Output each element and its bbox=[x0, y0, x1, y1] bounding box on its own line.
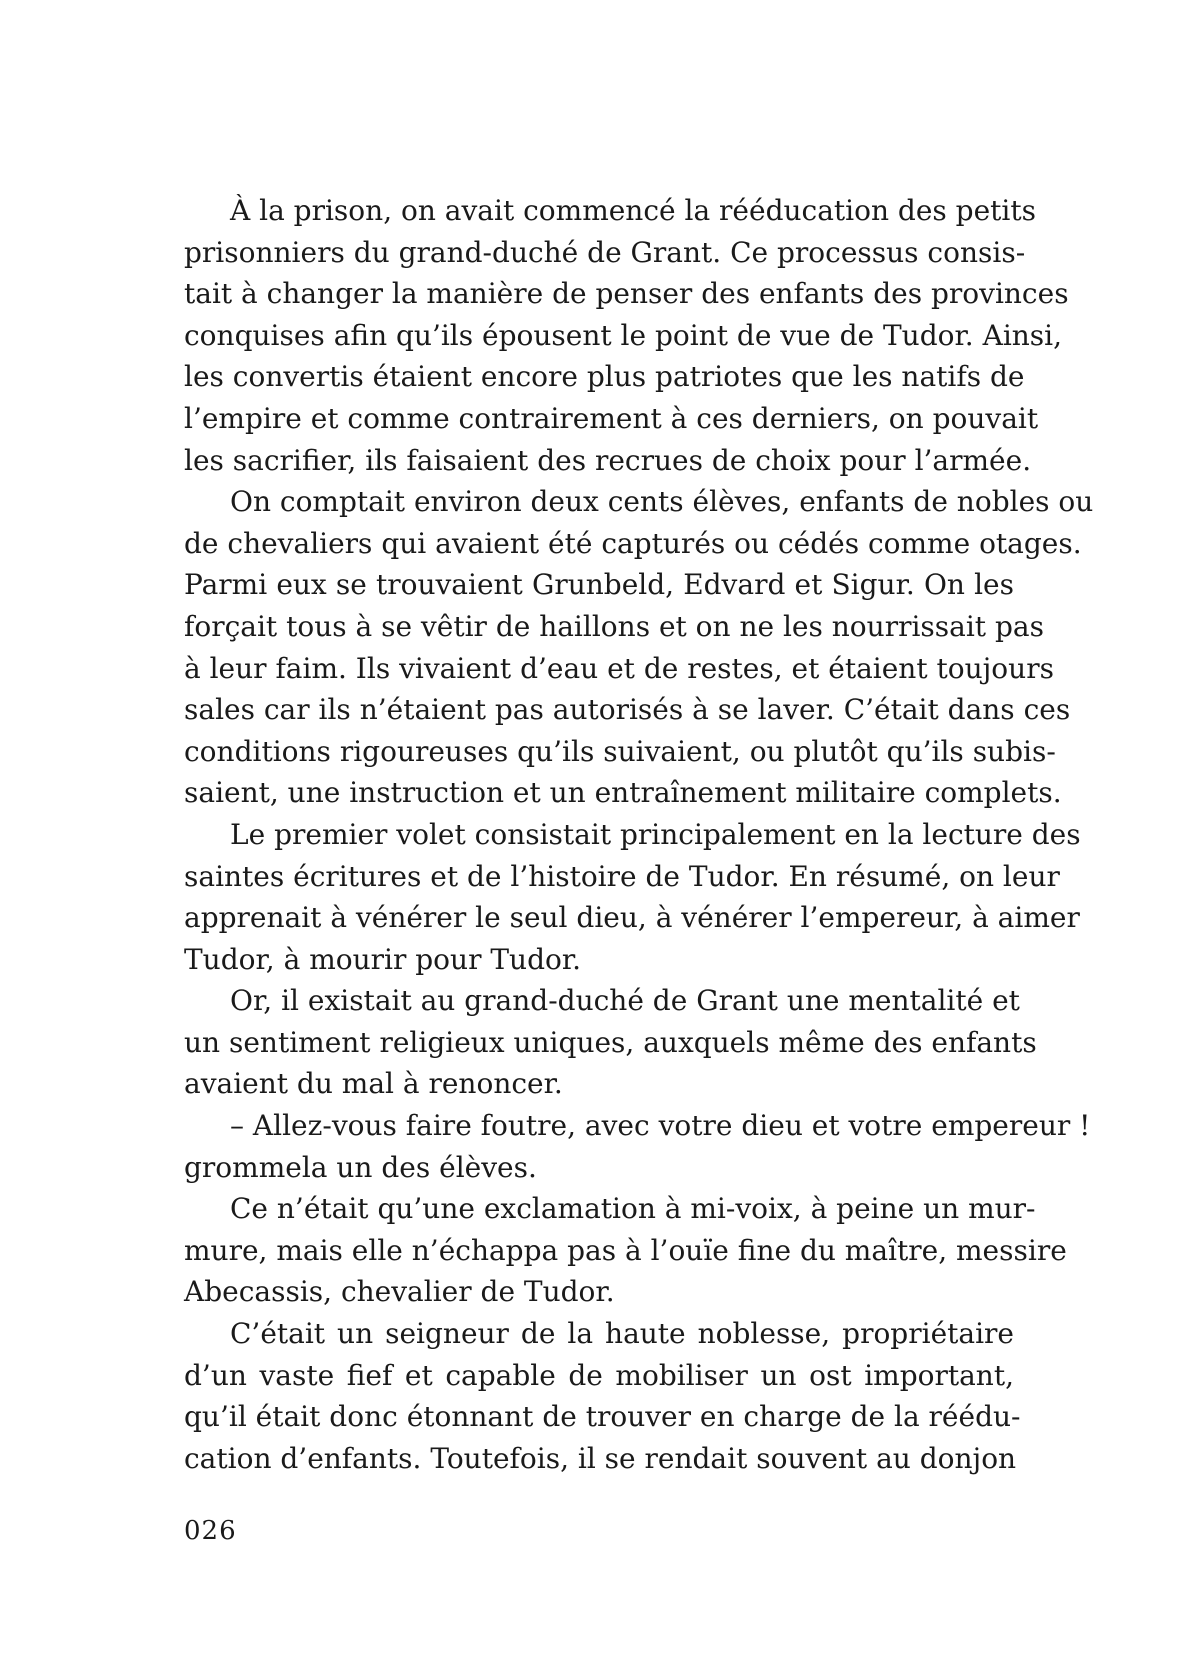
text-line: Parmi eux se trouvaient Grunbeld, Edvard et Sigur. On les bbox=[184, 568, 1014, 602]
text-line: avaient du mal à renoncer. bbox=[184, 1067, 563, 1101]
text-line: forçait tous à se vêtir de haillons et on ne les nourrissait pas bbox=[184, 609, 1044, 643]
text-line: l’empire et comme contrairement à ces derniers, on pouvait bbox=[184, 401, 1039, 435]
text-line: les sacrifier, ils faisaient des recrues de choix pour l’armée. bbox=[184, 443, 1032, 477]
text-line: qu’il était donc étonnant de trouver en charge de la réédu- bbox=[184, 1400, 1021, 1434]
text-line: mure, mais elle n’échappa pas à l’ouïe fine du maître, messire bbox=[184, 1233, 1067, 1267]
body-text bbox=[184, 190, 1094, 1479]
text-line: À la prison, on avait commencé la rééducation des petits bbox=[230, 194, 1036, 227]
text-line: Tudor, à mourir pour Tudor. bbox=[184, 942, 582, 976]
text-line: grommela un des élèves. bbox=[184, 1150, 537, 1184]
text-line: apprenait à vénérer le seul dieu, à vénérer l’empereur, à aimer bbox=[184, 901, 1080, 935]
text-line: à leur faim. Ils vivaient d’eau et de restes, et étaient toujours bbox=[184, 651, 1054, 685]
text-line: Abecassis, chevalier de Tudor. bbox=[184, 1275, 615, 1309]
text-line: conditions rigoureuses qu’ils suivaient, ou plutôt qu’ils subis- bbox=[184, 734, 1056, 768]
text-line: cation d’enfants. Toutefois, il se rendait souvent au donjon bbox=[184, 1441, 1017, 1475]
text-line: On comptait environ deux cents élèves, enfants de nobles ou bbox=[230, 485, 1094, 519]
text-line: un sentiment religieux uniques, auxquels même des enfants bbox=[184, 1025, 1037, 1059]
page-number: 026 bbox=[184, 1516, 237, 1546]
text-line: saintes écritures et de l’histoire de Tudor. En résumé, on leur bbox=[184, 859, 1060, 893]
text-line: saient, une instruction et un entraînement militaire complets. bbox=[184, 776, 1062, 810]
text-line: d’un vaste fief et capable de mobiliser un ost important, bbox=[184, 1358, 1014, 1392]
text-line: sales car ils n’étaient pas autorisés à se laver. C’était dans ces bbox=[184, 693, 1071, 727]
text-line: Le premier volet consistait principalement en la lecture des bbox=[230, 817, 1081, 851]
text-line: – Allez-vous faire foutre, avec votre dieu et votre empereur ! bbox=[230, 1109, 1091, 1143]
text-line: tait à changer la manière de penser des enfants des provinces bbox=[184, 277, 1069, 311]
text-line: C’était un seigneur de la haute noblesse, propriétaire bbox=[230, 1317, 1014, 1351]
text-line: Ce n’était qu’une exclamation à mi-voix, à peine un mur- bbox=[230, 1192, 1036, 1226]
text-line: conquises afin qu’ils épousent le point de vue de Tudor. Ainsi, bbox=[184, 318, 1063, 352]
text-line: de chevaliers qui avaient été capturés ou cédés comme otages. bbox=[184, 526, 1082, 560]
text-line: les convertis étaient encore plus patriotes que les natifs de bbox=[184, 360, 1025, 394]
text-line: prisonniers du grand-duché de Grant. Ce processus consis- bbox=[184, 235, 1026, 269]
text-line: Or, il existait au grand-duché de Grant une mentalité et bbox=[230, 984, 1020, 1018]
